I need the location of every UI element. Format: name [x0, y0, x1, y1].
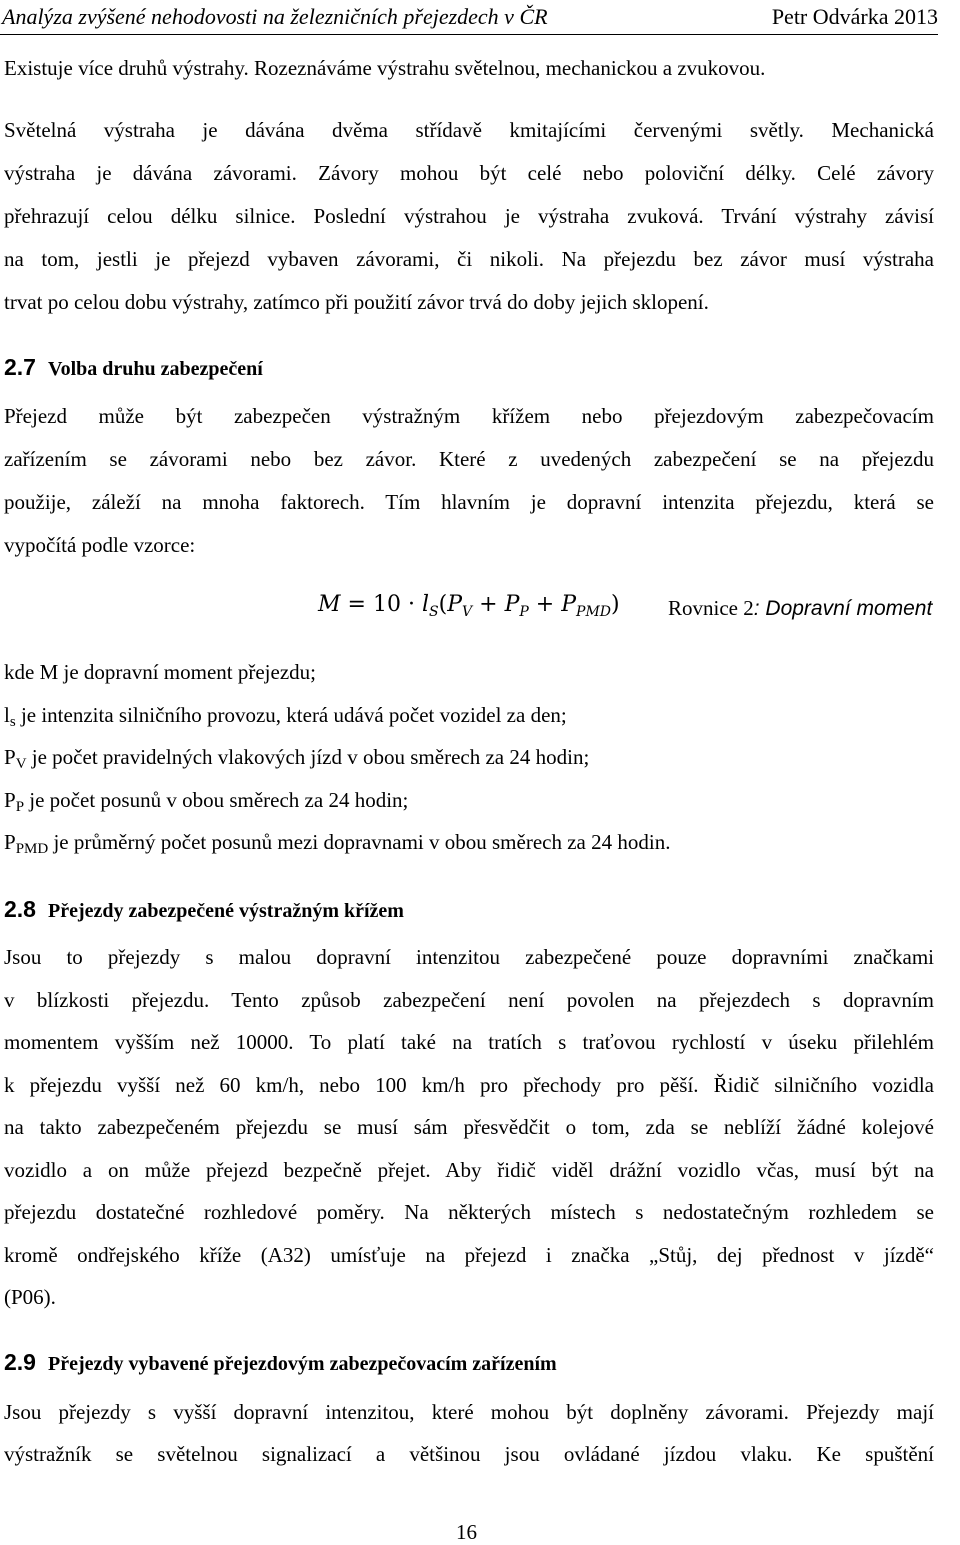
definition-subscript: PMD	[15, 841, 49, 857]
paragraph-line: výstražník se světelnou signalizací a většinou jsou ovládané jízdou vlaku. Ke spuštění	[4, 1442, 934, 1466]
section-title: Přejezdy vybavené přejezdovým zabezpečovacím zařízením	[47, 1353, 557, 1375]
paragraph-line: Jsou přejezdy s vyšší dopravní intenzitou, které mohou být doplněny závorami. Přejezdy mají	[4, 1400, 934, 1424]
paragraph-line: Světelná výstraha je dávána dvěma střídavě kmitajícími červenými světly. Mechanická	[4, 118, 934, 142]
definition-line	[4, 703, 934, 731]
definition-symbol: l	[4, 703, 10, 727]
definition-text: je intenzita silničního provozu, která udává počet vozidel za den;	[15, 703, 567, 727]
section-title: Přejezdy zabezpečené výstražným křížem	[47, 900, 404, 922]
paragraph-line: vypočítá podle vzorce:	[4, 533, 196, 557]
formula-l-sub: S	[429, 604, 439, 620]
paragraph-line: na tom, jestli je přejezd vybaven závorami, či nikoli. Na přejezdu bez závor musí výstraha	[4, 247, 934, 271]
definition-line: kde M je dopravní moment přejezdu;	[4, 660, 316, 684]
paragraph-line: použije, záleží na mnoha faktorech. Tím hlavním je dopravní intenzita přejezdu, která se	[4, 490, 934, 514]
equation-traffic-moment	[318, 592, 620, 620]
equation-caption-prefix: Rovnice 2	[668, 596, 754, 620]
definition-symbol: P	[4, 788, 16, 812]
definition-symbol: P	[4, 745, 16, 769]
paragraph-line: přehrazují celou délku silnice. Poslední výstrahou je výstraha zvuková. Trvání výstrahy závisí	[4, 204, 934, 228]
section-heading-2-7	[4, 354, 263, 381]
paragraph-line: kromě ondřejského kříže (A32) umísťuje na přejezd i značka „Stůj, dej přednost v jízdě“	[4, 1243, 934, 1267]
definition-text: je počet pravidelných vlakových jízd v obou směrech za 24 hodin;	[26, 745, 590, 769]
definition-text: je průměrný počet posunů mezi dopravnami v obou směrech za 24 hodin.	[48, 830, 671, 854]
definition-line	[4, 830, 934, 858]
formula-close-paren: )	[611, 592, 620, 617]
paragraph-line: k přejezdu vyšší než 60 km/h, nebo 100 km/h pro přechody pro pěší. Řidič silničního vozidla	[4, 1073, 934, 1097]
paragraph-line: zařízením se závorami nebo bez závor. Které z uvedených zabezpečení se na přejezdu	[4, 447, 934, 471]
definition-text: je počet posunů v obou směrech za 24 hodin;	[24, 788, 409, 812]
intro-line: Existuje více druhů výstrahy. Rozeznáváme výstrahu světelnou, mechanickou a zvukovou.	[4, 56, 766, 80]
page-number: 16	[456, 1520, 477, 1544]
formula-plus: +	[479, 592, 498, 617]
paragraph-line: na takto zabezpečeném přejezdu se musí sám přesvědčit o tom, zda se neblíží žádné kolejové	[4, 1115, 934, 1139]
section-number: 2.9	[4, 1349, 36, 1375]
formula-pp-sub: P	[519, 604, 529, 620]
page-header	[0, 0, 938, 35]
section-heading-2-9	[4, 1349, 557, 1376]
formula-open-paren: (	[438, 592, 448, 617]
paragraph-line: trvat po celou dobu výstrahy, zatímco při použití závor trvá do doby jejich sklopení.	[4, 290, 709, 314]
section-title: Volba druhu zabezpečení	[47, 358, 263, 380]
paragraph-line: (P06).	[4, 1285, 56, 1309]
formula-pv-sub: V	[462, 604, 473, 620]
definition-subscript: P	[15, 799, 25, 815]
paragraph-line: přejezdu dostatečné rozhledové poměry. Na některých místech s nedostatečným rozhledem se	[4, 1200, 934, 1224]
formula-ppmd-sub: PMD	[576, 604, 612, 620]
equation-caption-title: : Dopravní moment	[753, 597, 933, 620]
formula-pv: P	[447, 592, 462, 617]
paragraph-line: vozidlo a on může přejezd bezpečně přejet. Aby řidič viděl drážní vozidlo včas, musí být na	[4, 1158, 934, 1182]
paragraph-line: momentem vyšším než 10000. To platí také na tratích s traťovou rychlostí v úseku přilehlém	[4, 1030, 934, 1054]
definition-subscript: s	[9, 714, 16, 730]
definition-symbol: P	[4, 830, 16, 854]
section-heading-2-8	[4, 896, 404, 923]
paragraph-line: v blízkosti přejezdu. Tento způsob zabezpečení není povolen na přejezdech s dopravním	[4, 988, 934, 1012]
formula-l: l	[421, 592, 429, 617]
paragraph-line: Přejezd může být zabezpečen výstražným křížem nebo přejezdovým zabezpečovacím	[4, 404, 934, 428]
header-author: Petr Odvárka 2013	[771, 4, 938, 29]
section-number: 2.7	[4, 354, 36, 380]
header-title: Analýza zvýšené nehodovosti na železničních přejezdech v ČR	[2, 4, 548, 29]
section-number: 2.8	[4, 896, 36, 922]
equation-caption	[668, 596, 932, 621]
definition-line	[4, 788, 934, 816]
definition-line	[4, 745, 934, 773]
paragraph-line: Jsou to přejezdy s malou dopravní intenzitou zabezpečené pouze dopravními značkami	[4, 945, 934, 969]
definition-subscript: V	[15, 756, 27, 772]
formula-ppmd: P	[561, 592, 577, 617]
formula-equals-ten: = 10 ·	[347, 592, 415, 617]
paragraph-line: výstraha je dávána závorami. Závory mohou být celé nebo poloviční délky. Celé závory	[4, 161, 934, 185]
formula-pp: P	[504, 592, 520, 617]
formula-plus: +	[535, 592, 555, 617]
formula-M: M	[318, 592, 341, 617]
